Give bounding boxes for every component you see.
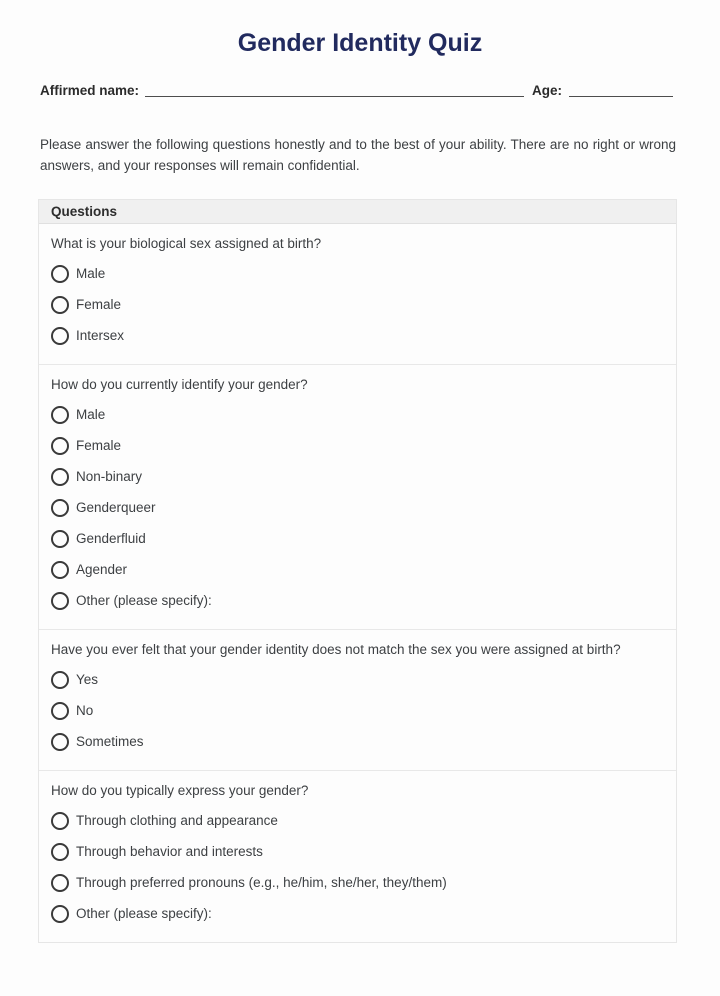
option-label: Through clothing and appearance: [76, 813, 278, 828]
question-section-2: [39, 364, 676, 629]
option-label: No: [76, 703, 94, 718]
radio-button-icon[interactable]: [51, 702, 69, 720]
radio-option[interactable]: [51, 733, 664, 751]
radio-option[interactable]: [51, 592, 664, 610]
age-input-line[interactable]: [569, 81, 673, 97]
intro-paragraph: Please answer the following questions honestly and to the best of your ability. There are no right or wrong answers, and your responses will remain confidential.: [40, 137, 676, 173]
radio-button-icon[interactable]: [51, 874, 69, 892]
option-label: Other (please specify):: [76, 906, 212, 921]
option-label: Female: [76, 297, 122, 312]
radio-button-icon[interactable]: [51, 265, 69, 283]
radio-button-icon[interactable]: [51, 905, 69, 923]
affirmed-name-label: Affirmed name:: [40, 83, 140, 98]
radio-button-icon[interactable]: [51, 499, 69, 517]
radio-button-icon[interactable]: [51, 327, 69, 345]
radio-button-icon[interactable]: [51, 296, 69, 314]
option-label: Yes: [76, 672, 99, 687]
radio-button-icon[interactable]: [51, 592, 69, 610]
questions-table-body: [39, 224, 676, 942]
option-label: Non-binary: [76, 469, 143, 484]
radio-option[interactable]: [51, 561, 664, 579]
question-text: Have you ever felt that your gender identity does not match the sex you were assigned at birth?: [51, 642, 621, 657]
question-section-4: [39, 770, 676, 942]
questions-table-header: Questions: [39, 200, 676, 224]
radio-option[interactable]: [51, 530, 664, 548]
age-label: Age:: [532, 83, 562, 98]
name-age-row: [40, 81, 673, 98]
radio-option[interactable]: [51, 499, 664, 517]
radio-option[interactable]: [51, 296, 664, 314]
radio-option[interactable]: [51, 812, 664, 830]
radio-button-icon[interactable]: [51, 468, 69, 486]
question-section-1: [39, 224, 676, 364]
affirmed-name-input-line[interactable]: [145, 81, 524, 97]
radio-button-icon[interactable]: [51, 530, 69, 548]
page-title: Gender Identity Quiz: [237, 29, 483, 57]
radio-button-icon[interactable]: [51, 733, 69, 751]
question-text: How do you currently identify your gender?: [51, 377, 308, 392]
radio-option[interactable]: [51, 327, 664, 345]
option-label: Male: [76, 266, 106, 281]
questions-table: [38, 199, 677, 943]
option-label: Genderfluid: [76, 531, 146, 546]
option-label: Sometimes: [76, 734, 144, 749]
radio-option[interactable]: [51, 874, 664, 892]
question-text: How do you typically express your gender?: [51, 783, 309, 798]
question-text: What is your biological sex assigned at birth?: [51, 236, 322, 251]
radio-option[interactable]: [51, 905, 664, 923]
option-label: Genderqueer: [76, 500, 156, 515]
radio-button-icon[interactable]: [51, 561, 69, 579]
radio-option[interactable]: [51, 406, 664, 424]
option-label: Agender: [76, 562, 128, 577]
radio-button-icon[interactable]: [51, 437, 69, 455]
radio-button-icon[interactable]: [51, 812, 69, 830]
radio-option[interactable]: [51, 671, 664, 689]
option-label: Other (please specify):: [76, 593, 212, 608]
option-label: Male: [76, 407, 106, 422]
radio-option[interactable]: [51, 702, 664, 720]
option-label: Through preferred pronouns (e.g., he/him, she/her, they/them): [76, 875, 447, 890]
radio-button-icon[interactable]: [51, 843, 69, 861]
radio-option[interactable]: [51, 265, 664, 283]
option-label: Intersex: [76, 328, 125, 343]
radio-button-icon[interactable]: [51, 406, 69, 424]
radio-option[interactable]: [51, 843, 664, 861]
radio-option[interactable]: [51, 437, 664, 455]
question-section-3: [39, 629, 676, 770]
option-label: Female: [76, 438, 122, 453]
radio-button-icon[interactable]: [51, 671, 69, 689]
radio-option[interactable]: [51, 468, 664, 486]
option-label: Through behavior and interests: [76, 844, 263, 859]
